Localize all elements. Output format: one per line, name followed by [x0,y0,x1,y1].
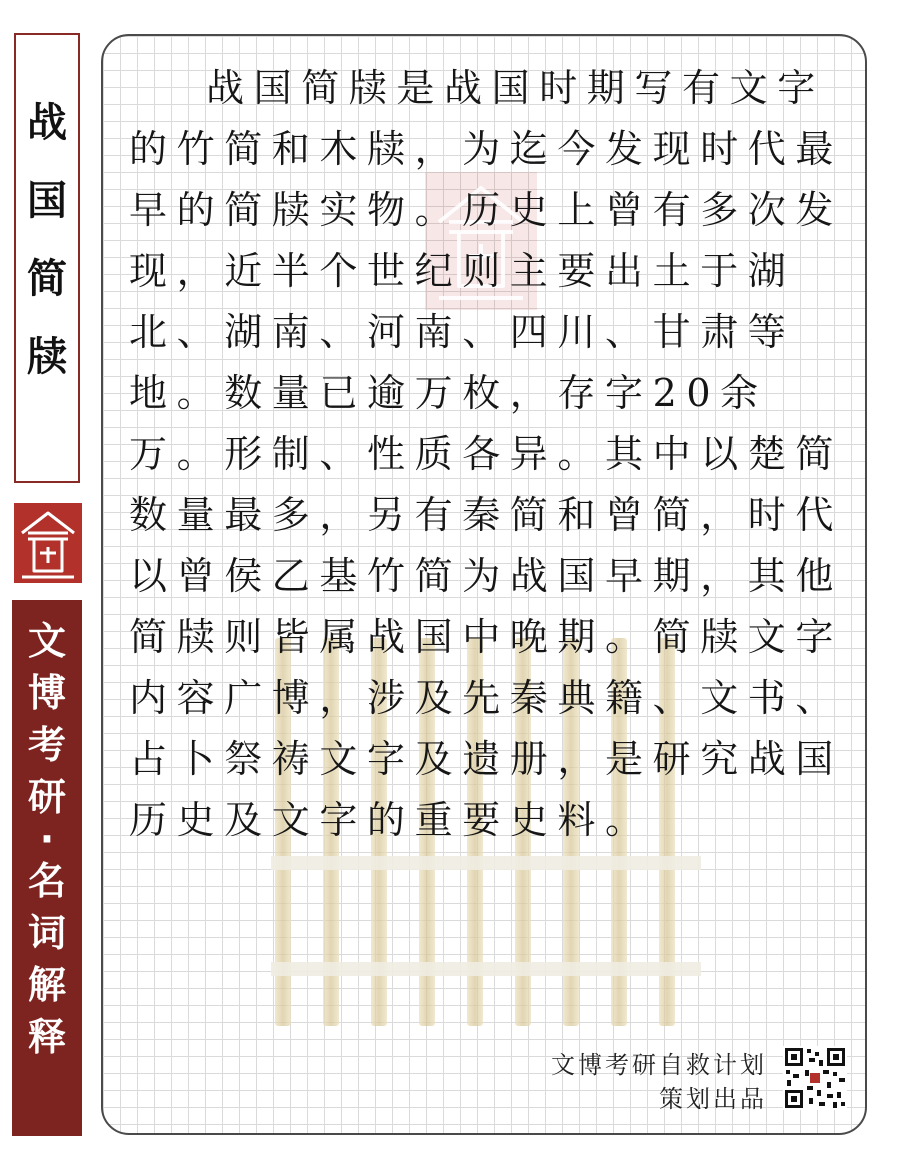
banner-separator: · [39,817,55,861]
content-card [101,34,867,1135]
definition-text: 战国简牍是战国时期写有文字的竹简和木牍，为迄今发现时代最早的简牍实物。历史上曾有多次发现，近半个世纪则主要出土于湖北、湖南、河南、四川、甘肃等地。数量已逾万枚，存字20余万。形制、性质各异。其中以楚简数量最多，另有秦简和曾简，时代以曾侯乙基竹简为战国早期，其他简牍则皆属战国中晚期。简牍文字内容广博，涉及先秦典籍、文书、占卜祭祷文字及遗册，是研究战国历史及文字的重要史料。 [129,66,844,842]
banner-char: 词 [27,911,66,955]
vertical-title [14,33,80,483]
banner-char: 研 [27,775,66,819]
banner-char: 释 [27,1015,66,1059]
banner-char: 名 [27,859,66,903]
title-char: 战 [27,100,67,146]
title-char: 牍 [27,334,67,380]
banner-char: 博 [27,671,66,715]
banner-char: 考 [27,723,66,767]
banner-char: 文 [27,619,66,663]
museum-seal-icon [14,503,82,583]
title-char: 国 [27,178,67,224]
credit-line-2: 策划出品 [659,1085,767,1113]
qr-code-icon[interactable] [783,1046,847,1110]
banner-char: 解 [27,963,66,1007]
series-banner [12,600,82,1136]
credit-line-1: 文博考研自救计划 [551,1051,767,1079]
title-char: 简 [27,256,67,302]
credit-footer [551,1048,767,1116]
